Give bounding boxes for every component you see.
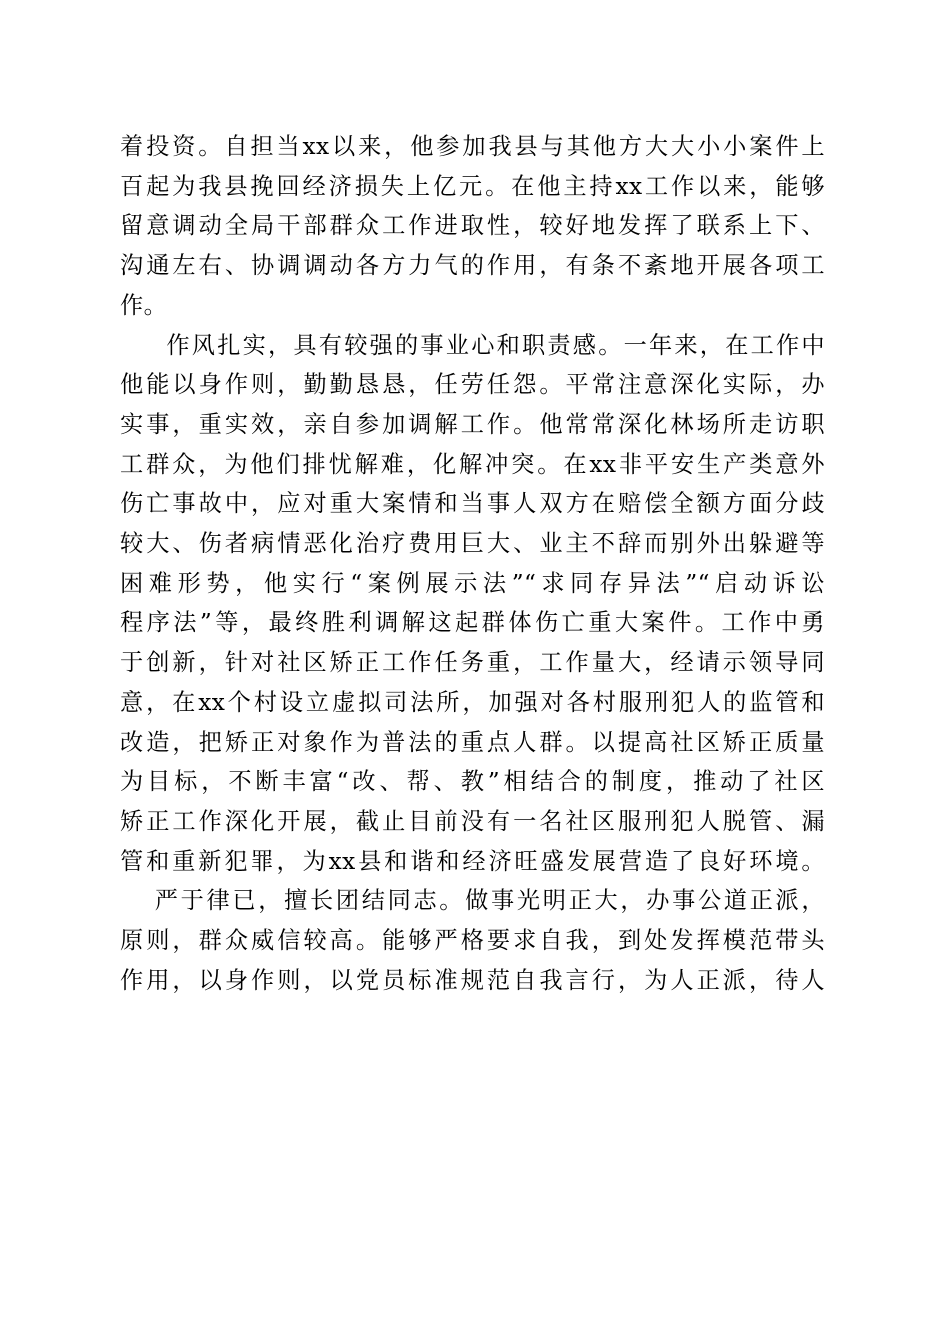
text-line: 程序法”等，最终胜利调解这起群体伤亡重大案件。工作中勇 [120, 609, 825, 637]
paragraph-1 [120, 127, 825, 326]
text-line: 作用，以身作则，以党员标准规范自我言行，为人正派，待人 [120, 966, 825, 994]
document-body [120, 127, 825, 1000]
text-line: 矫正工作深化开展，截止目前没有一名社区服刑犯人脱管、漏 [120, 807, 825, 835]
text-line: 为目标，不断丰富“改、帮、教”相结合的制度，推动了社区 [120, 768, 825, 796]
text-line: 沟通左右、协调调动各方力气的作用，有条不紊地开展各项工 [120, 252, 825, 280]
text-line: 较大、伤者病情恶化治疗费用巨大、业主不辞而别外出躲避等 [120, 530, 825, 558]
text-line: 改造，把矫正对象作为普法的重点人群。以提高社区矫正质量 [120, 728, 825, 756]
paragraph-3 [120, 881, 825, 1000]
text-line: 意，在xx个村设立虚拟司法所，加强对各村服刑犯人的监管和 [120, 688, 825, 716]
text-line: 管和重新犯罪，为xx县和谐和经济旺盛发展营造了良好环境。 [120, 847, 825, 875]
text-line: 他能以身作则，勤勤恳恳，任劳任怨。平常注意深化实际，办 [120, 371, 825, 399]
text-line: 伤亡事故中，应对重大案情和当事人双方在赔偿全额方面分歧 [120, 490, 825, 518]
text-line: 困难形势，他实行“案例展示法”“求同存异法”“启动诉讼 [120, 569, 825, 597]
text-line: 原则，群众威信较高。能够严格要求自我，到处发挥模范带头 [120, 927, 825, 955]
text-line: 实事，重实效，亲自参加调解工作。他常常深化林场所走访职 [120, 410, 825, 438]
text-line: 百起为我县挽回经济损失上亿元。在他主持xx工作以来，能够 [120, 172, 825, 200]
text-line: 着投资。自担当xx以来，他参加我县与其他方大大小小案件上 [120, 133, 825, 160]
text-line: 留意调动全局干部群众工作进取性，较好地发挥了联系上下、 [120, 212, 825, 240]
text-line: 工群众，为他们排忧解难，化解冲突。在xx非平安生产类意外 [120, 450, 825, 478]
text-line: 作风扎实，具有较强的事业心和职责感。一年来，在工作中 [166, 331, 825, 359]
text-line: 作。 [120, 291, 168, 319]
paragraph-2 [120, 326, 825, 882]
text-line: 严于律已，擅长团结同志。做事光明正大，办事公道正派， [154, 887, 825, 915]
text-line: 于创新，针对社区矫正工作任务重，工作量大，经请示领导同 [120, 649, 825, 677]
